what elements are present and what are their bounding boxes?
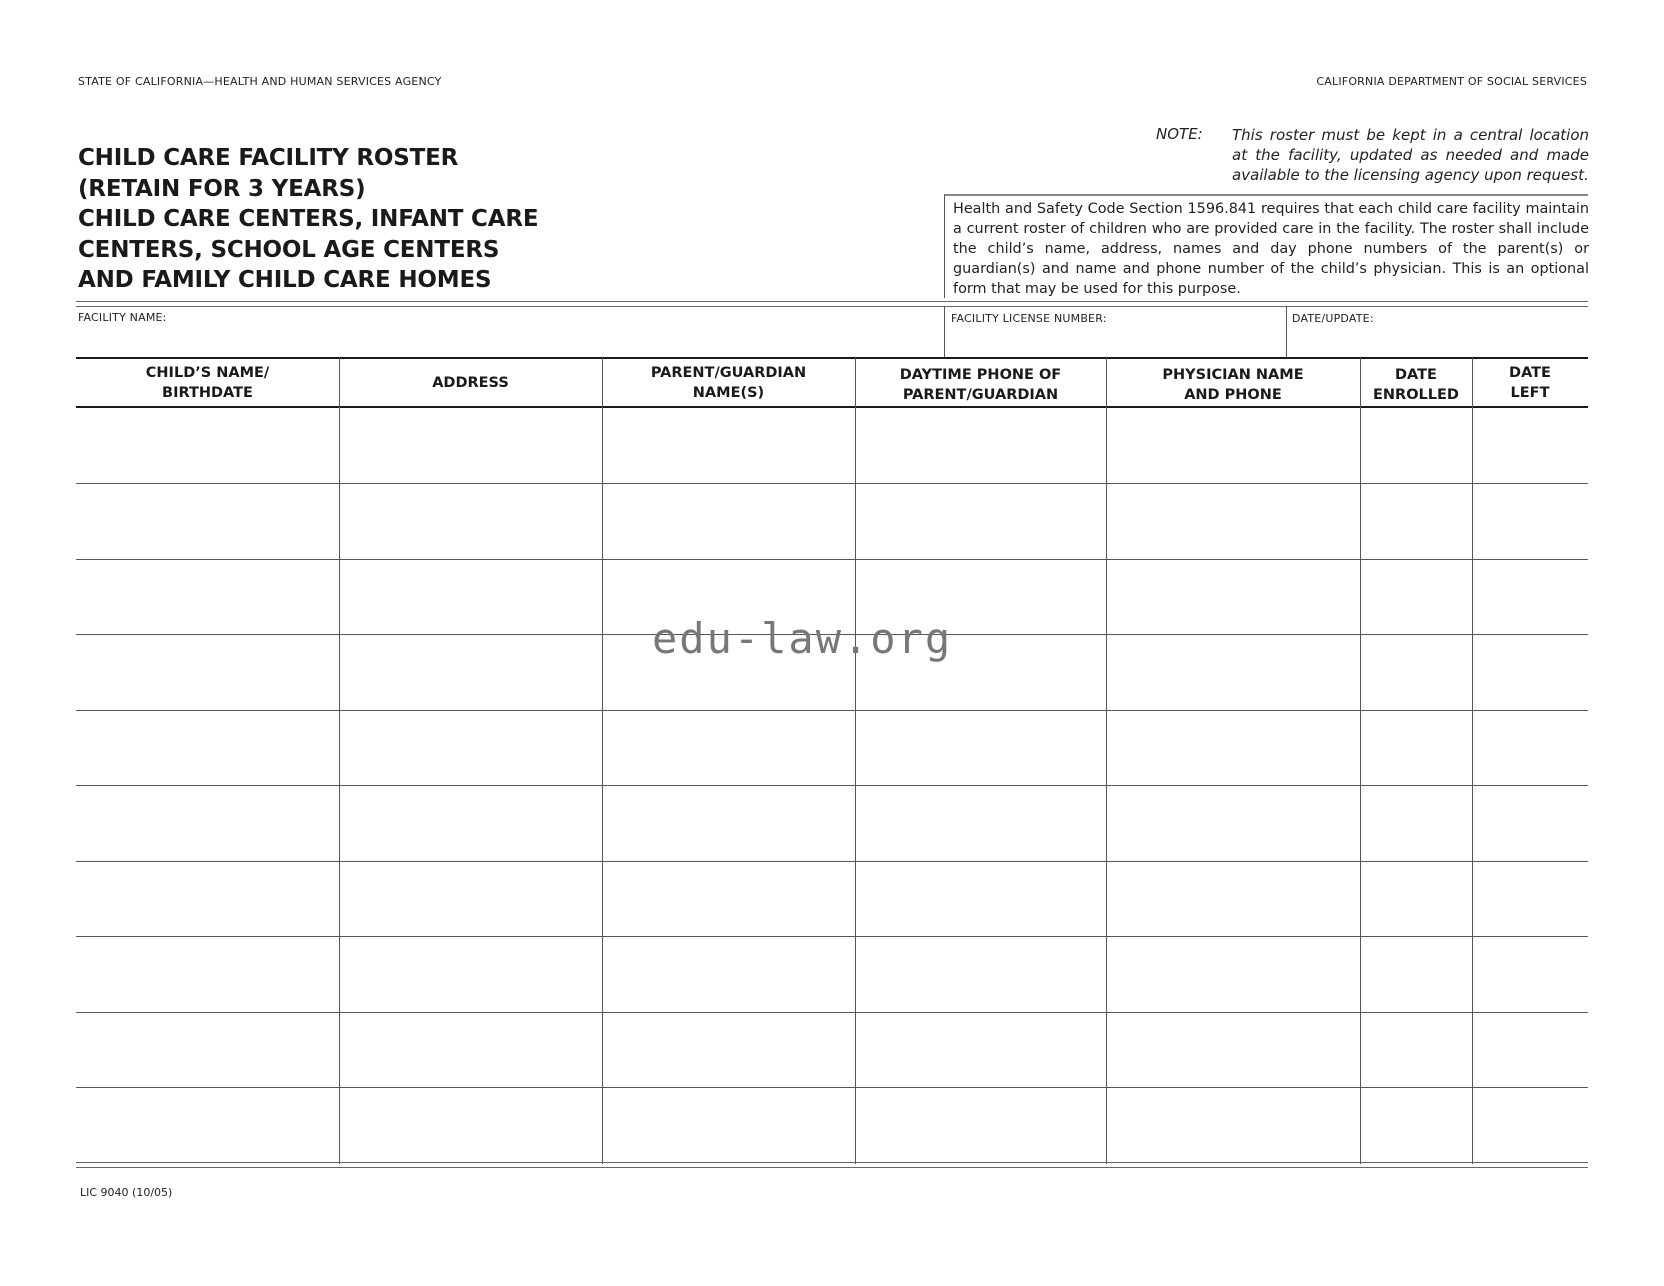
date-update-label: DATE/UPDATE:	[1292, 312, 1374, 325]
date-enrolled-cell[interactable]	[1362, 408, 1470, 481]
daytime-phone-cell[interactable]	[857, 1012, 1104, 1085]
date-left-cell[interactable]	[1474, 559, 1586, 632]
date-enrolled-cell[interactable]	[1362, 786, 1470, 859]
parent-guardian-cell[interactable]	[604, 1012, 853, 1085]
physician-cell[interactable]	[1108, 484, 1358, 557]
address-cell[interactable]	[341, 408, 600, 481]
table-bottom-rule	[76, 1162, 1588, 1168]
column-header-date-left	[1472, 360, 1588, 406]
date-enrolled-cell[interactable]	[1362, 861, 1470, 934]
header-line: ADDRESS	[432, 375, 509, 391]
header-line: CHILD’S NAME/	[145, 365, 270, 381]
header-line: DATE	[1509, 365, 1551, 381]
column-header-parent-guardian	[602, 360, 855, 406]
childs-name-cell[interactable]	[78, 786, 337, 859]
date-enrolled-cell[interactable]	[1362, 937, 1470, 1010]
license-number-field[interactable]	[945, 306, 1285, 357]
daytime-phone-cell[interactable]	[857, 786, 1104, 859]
header-line: DATE	[1395, 367, 1437, 383]
date-left-cell[interactable]	[1474, 1088, 1586, 1161]
date-enrolled-cell[interactable]	[1362, 559, 1470, 632]
title-line: CHILD CARE FACILITY ROSTER	[78, 145, 459, 171]
parent-guardian-cell[interactable]	[604, 786, 853, 859]
physician-cell[interactable]	[1108, 635, 1358, 708]
parent-guardian-cell[interactable]	[604, 1088, 853, 1161]
header-line: DAYTIME PHONE OF	[899, 367, 1062, 383]
facility-name-label: FACILITY NAME:	[78, 311, 167, 324]
title-line: CENTERS, SCHOOL AGE CENTERS	[78, 236, 500, 263]
parent-guardian-cell[interactable]	[604, 861, 853, 934]
childs-name-cell[interactable]	[78, 1012, 337, 1085]
column-divider	[1360, 358, 1361, 1164]
column-divider	[855, 358, 856, 1164]
facility-name-field[interactable]	[76, 306, 944, 357]
childs-name-cell[interactable]	[78, 484, 337, 557]
column-header-childs-name	[76, 360, 339, 406]
header-line: PHYSICIAN NAME	[1162, 367, 1304, 383]
date-left-cell[interactable]	[1474, 635, 1586, 708]
department-header: CALIFORNIA DEPARTMENT OF SOCIAL SERVICES	[1316, 75, 1587, 88]
physician-cell[interactable]	[1108, 1088, 1358, 1161]
physician-cell[interactable]	[1108, 559, 1358, 632]
column-divider	[1106, 358, 1107, 1164]
physician-cell[interactable]	[1108, 1012, 1358, 1085]
childs-name-cell[interactable]	[78, 710, 337, 783]
childs-name-cell[interactable]	[78, 861, 337, 934]
header-line: PARENT/GUARDIAN	[902, 387, 1059, 403]
address-cell[interactable]	[341, 1012, 600, 1085]
note-text: This roster must be kept in a central location at the facility, updated as needed and made available to the licensing agency upon request.	[1232, 126, 1589, 184]
date-enrolled-cell[interactable]	[1362, 635, 1470, 708]
daytime-phone-cell[interactable]	[857, 937, 1104, 1010]
header-line: NAME(S)	[692, 385, 765, 401]
date-left-cell[interactable]	[1474, 1012, 1586, 1085]
header-line: AND PHONE	[1184, 387, 1282, 403]
physician-cell[interactable]	[1108, 861, 1358, 934]
date-left-cell[interactable]	[1474, 861, 1586, 934]
watermark: edu-law.org	[652, 614, 953, 663]
address-cell[interactable]	[341, 559, 600, 632]
form-id: LIC 9040 (10/05)	[80, 1186, 173, 1199]
physician-cell[interactable]	[1108, 408, 1358, 481]
date-update-field[interactable]	[1287, 306, 1588, 357]
daytime-phone-cell[interactable]	[857, 861, 1104, 934]
physician-cell[interactable]	[1108, 786, 1358, 859]
address-cell[interactable]	[341, 861, 600, 934]
address-cell[interactable]	[341, 484, 600, 557]
physician-cell[interactable]	[1108, 937, 1358, 1010]
header-line: ENROLLED	[1373, 387, 1459, 403]
header-line: LEFT	[1510, 385, 1550, 401]
parent-guardian-cell[interactable]	[604, 710, 853, 783]
childs-name-cell[interactable]	[78, 1088, 337, 1161]
column-header-physician	[1106, 362, 1360, 408]
date-left-cell[interactable]	[1474, 786, 1586, 859]
table-top-rule	[76, 357, 1588, 359]
address-cell[interactable]	[341, 1088, 600, 1161]
parent-guardian-cell[interactable]	[604, 484, 853, 557]
column-divider	[339, 358, 340, 1164]
daytime-phone-cell[interactable]	[857, 1088, 1104, 1161]
childs-name-cell[interactable]	[78, 937, 337, 1010]
title-line: (RETAIN FOR 3 YEARS)	[78, 175, 366, 202]
column-divider	[602, 358, 603, 1164]
childs-name-cell[interactable]	[78, 635, 337, 708]
title-line: CHILD CARE CENTERS, INFANT CARE	[78, 206, 539, 232]
info-text: Health and Safety Code Section 1596.841 requires that each child care facility maintain a current roster of children who are provided care in the facility. The roster shall include the child’s name, address, names and day phone numbers of the parent(s) or guardian(s) and name and phone number of the child’s physician. This is an optional form that may be used for this purpose.	[953, 201, 1589, 297]
date-enrolled-cell[interactable]	[1362, 484, 1470, 557]
parent-guardian-cell[interactable]	[604, 937, 853, 1010]
parent-guardian-cell[interactable]	[604, 408, 853, 481]
address-cell[interactable]	[341, 937, 600, 1010]
daytime-phone-cell[interactable]	[857, 484, 1104, 557]
date-enrolled-cell[interactable]	[1362, 710, 1470, 783]
column-header-address	[339, 360, 602, 406]
column-divider	[1472, 358, 1473, 1164]
address-cell[interactable]	[341, 786, 600, 859]
date-left-cell[interactable]	[1474, 937, 1586, 1010]
physician-cell[interactable]	[1108, 710, 1358, 783]
address-cell[interactable]	[341, 710, 600, 783]
daytime-phone-cell[interactable]	[857, 408, 1104, 481]
address-cell[interactable]	[341, 635, 600, 708]
agency-header: STATE OF CALIFORNIA—HEALTH AND HUMAN SERVICES AGENCY	[78, 75, 442, 88]
date-enrolled-cell[interactable]	[1362, 1088, 1470, 1161]
title-line: AND FAMILY CHILD CARE HOMES	[78, 267, 492, 293]
column-header-date-enrolled	[1360, 362, 1472, 408]
daytime-phone-cell[interactable]	[857, 710, 1104, 783]
childs-name-cell[interactable]	[78, 559, 337, 632]
note-label: NOTE:	[1156, 125, 1203, 143]
date-enrolled-cell[interactable]	[1362, 1012, 1470, 1085]
header-line: BIRTHDATE	[162, 385, 253, 401]
license-number-label: FACILITY LICENSE NUMBER:	[951, 312, 1107, 325]
childs-name-cell[interactable]	[78, 408, 337, 481]
date-left-cell[interactable]	[1474, 710, 1586, 783]
date-left-cell[interactable]	[1474, 408, 1586, 481]
column-header-daytime-phone	[855, 362, 1106, 408]
date-left-cell[interactable]	[1474, 484, 1586, 557]
header-line: PARENT/GUARDIAN	[650, 365, 807, 381]
form-title	[78, 143, 538, 296]
